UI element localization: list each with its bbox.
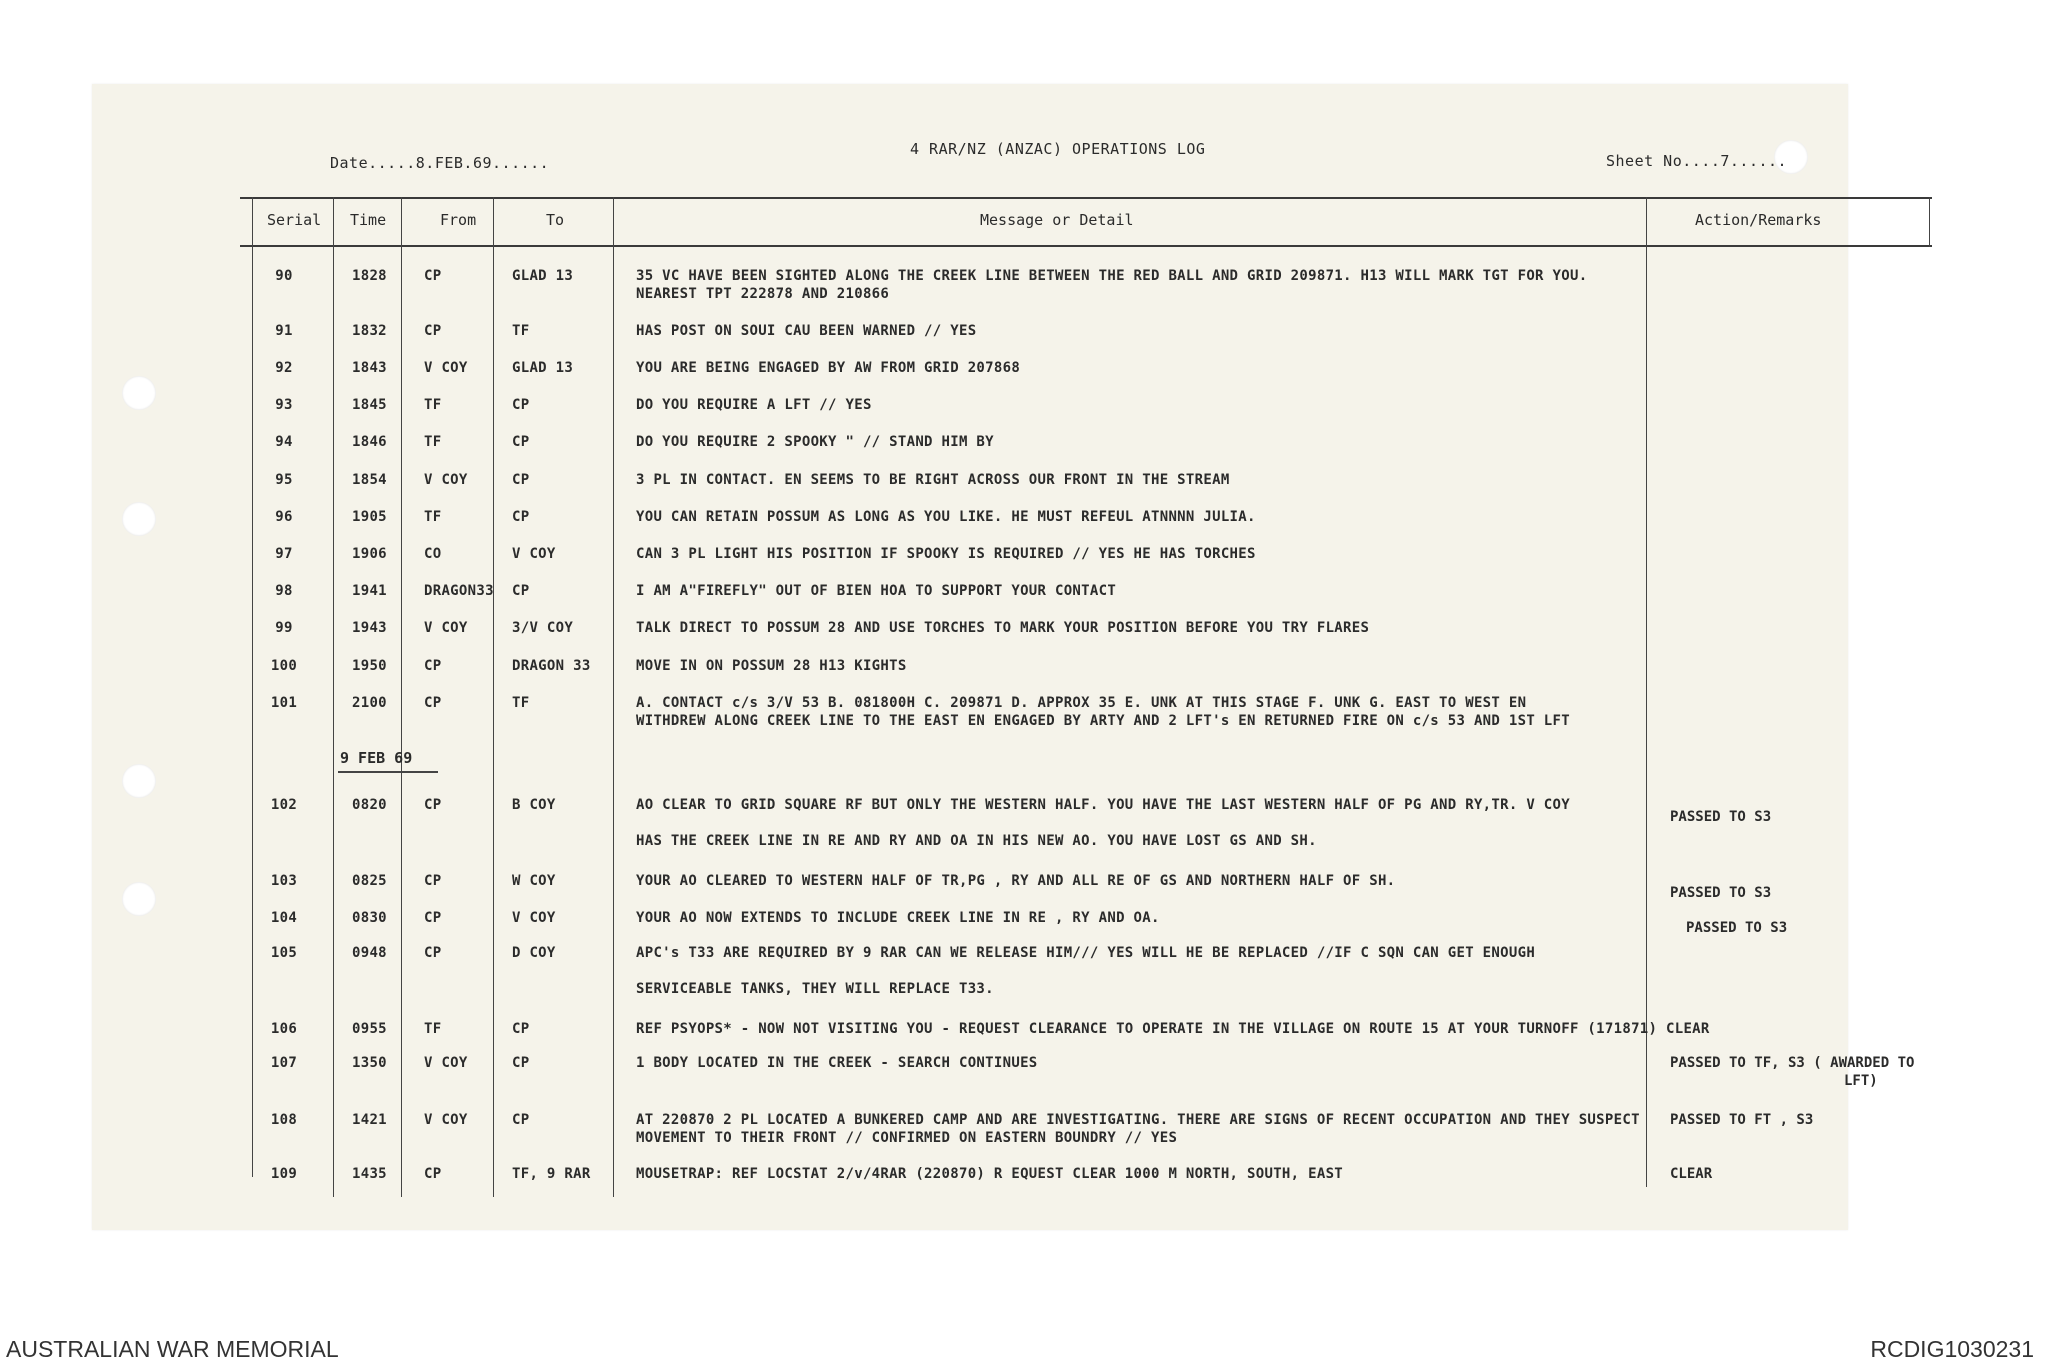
time-cell: 0825 [352, 873, 387, 889]
message-line: YOU ARE BEING ENGAGED BY AW FROM GRID 207868 [636, 360, 1021, 376]
column-divider [333, 197, 334, 1197]
to-cell: GLAD 13 [512, 268, 574, 284]
remark-text: LFT) [1844, 1073, 1878, 1089]
remark-text: PASSED TO S3 [1670, 809, 1772, 825]
time-cell: 1421 [352, 1112, 387, 1128]
message-line: 35 VC HAVE BEEN SIGHTED ALONG THE CREEK LINE BETWEEN THE RED BALL AND GRID 209871. H13 WILL MARK TGT FOR YOU. [636, 268, 1588, 284]
time-cell: 0820 [352, 797, 387, 813]
time-cell: 1832 [352, 323, 387, 339]
col-header-serial: Serial [267, 211, 322, 229]
to-cell: CP [512, 472, 530, 488]
serial-cell: 92 [275, 360, 293, 376]
serial-cell: 104 [270, 910, 298, 926]
log-date: Date.....8.FEB.69...... [330, 154, 550, 172]
message-line: I AM A"FIREFLY" OUT OF BIEN HOA TO SUPPORT YOUR CONTACT [636, 583, 1117, 599]
to-cell: GLAD 13 [512, 360, 574, 376]
to-cell: CP [512, 1055, 530, 1071]
footer-source: AUSTRALIAN WAR MEMORIAL [6, 1336, 339, 1362]
message-line: HAS POST ON SOUI CAU BEEN WARNED // YES [636, 323, 977, 339]
to-cell: CP [512, 1112, 530, 1128]
from-cell: V COY [424, 360, 468, 376]
from-cell: V COY [424, 620, 468, 636]
to-cell: CP [512, 583, 530, 599]
col-header-to: To [546, 211, 565, 229]
serial-cell: 95 [275, 472, 293, 488]
message-line: CAN 3 PL LIGHT HIS POSITION IF SPOOKY IS REQUIRED // YES HE HAS TORCHES [636, 546, 1256, 562]
column-divider [613, 197, 614, 1197]
time-cell: 0955 [352, 1021, 387, 1037]
binder-hole [122, 882, 156, 916]
time-cell: 0830 [352, 910, 387, 926]
col-header-time: Time [350, 211, 387, 229]
serial-cell: 100 [270, 658, 298, 674]
remark-text: PASSED TO TF, S3 ( AWARDED TO [1670, 1055, 1915, 1071]
to-cell: V COY [512, 910, 556, 926]
serial-cell: 107 [270, 1055, 298, 1071]
message-line: TALK DIRECT TO POSSUM 28 AND USE TORCHES TO MARK YOUR POSITION BEFORE YOU TRY FLARES [636, 620, 1370, 636]
from-cell: V COY [424, 472, 468, 488]
from-cell: TF [424, 509, 442, 525]
message-line: DO YOU REQUIRE 2 SPOOKY " // STAND HIM BY [636, 434, 994, 450]
to-cell: CP [512, 397, 530, 413]
serial-cell: 99 [275, 620, 293, 636]
message-line: YOUR AO CLEARED TO WESTERN HALF OF TR,PG , RY AND ALL RE OF GS AND NORTHERN HALF OF SH. [636, 873, 1396, 889]
time-cell: 1906 [352, 546, 387, 562]
col-header-remarks: Action/Remarks [1695, 211, 1822, 229]
column-divider [1646, 197, 1647, 1187]
time-cell: 0948 [352, 945, 387, 961]
remark-text: CLEAR [1670, 1166, 1713, 1182]
column-divider [401, 197, 402, 1197]
from-cell: CP [424, 1166, 442, 1182]
serial-cell: 106 [270, 1021, 298, 1037]
serial-cell: 93 [275, 397, 293, 413]
message-line: AT 220870 2 PL LOCATED A BUNKERED CAMP AND ARE INVESTIGATING. THERE ARE SIGNS OF RECENT OCCUPATION AND THEY SUSPECT [636, 1112, 1640, 1128]
time-cell: 1950 [352, 658, 387, 674]
to-cell: TF [512, 695, 530, 711]
message-line: APC's T33 ARE REQUIRED BY 9 RAR CAN WE RELEASE HIM/// YES WILL HE BE REPLACED //IF C SQN CAN GET ENOUGH [636, 945, 1536, 961]
from-cell: CO [424, 546, 442, 562]
from-cell: V COY [424, 1112, 468, 1128]
time-cell: 1350 [352, 1055, 387, 1071]
time-cell: 1828 [352, 268, 387, 284]
time-cell: 1846 [352, 434, 387, 450]
serial-cell: 97 [275, 546, 293, 562]
to-cell: DRAGON 33 [512, 658, 591, 674]
message-line: MOVEMENT TO THEIR FRONT // CONFIRMED ON EASTERN BOUNDRY // YES [636, 1130, 1178, 1146]
message-line: WITHDREW ALONG CREEK LINE TO THE EAST EN ENGAGED BY ARTY AND 2 LFT's EN RETURNED FIRE ON c/s 53 AND 1ST LFT [636, 713, 1570, 729]
from-cell: CP [424, 323, 442, 339]
binder-hole [122, 502, 156, 536]
serial-cell: 91 [275, 323, 293, 339]
serial-cell: 108 [270, 1112, 298, 1128]
remark-text: PASSED TO S3 [1670, 885, 1772, 901]
from-cell: CP [424, 797, 442, 813]
time-cell: 1843 [352, 360, 387, 376]
time-cell: 1941 [352, 583, 387, 599]
from-cell: CP [424, 268, 442, 284]
message-line: HAS THE CREEK LINE IN RE AND RY AND OA IN HIS NEW AO. YOU HAVE LOST GS AND SH. [636, 833, 1317, 849]
time-cell: 2100 [352, 695, 387, 711]
to-cell: TF [512, 323, 530, 339]
message-line: REF PSYOPS* - NOW NOT VISITING YOU - REQUEST CLEARANCE TO OPERATE IN THE VILLAGE ON ROUTE 15 AT YOUR TURNOFF (171871) CLEAR [636, 1021, 1710, 1037]
to-cell: 3/V COY [512, 620, 574, 636]
message-line: YOU CAN RETAIN POSSUM AS LONG AS YOU LIKE. HE MUST REFEUL ATNNNN JULIA. [636, 509, 1256, 525]
time-cell: 1845 [352, 397, 387, 413]
message-line: A. CONTACT c/s 3/V 53 B. 081800H C. 209871 D. APPROX 35 E. UNK AT THIS STAGE F. UNK G. EAST TO WEST EN [636, 695, 1527, 711]
to-cell: V COY [512, 546, 556, 562]
footer-id: RCDIG1030231 [1870, 1336, 2034, 1362]
to-cell: CP [512, 434, 530, 450]
remark-text: PASSED TO S3 [1686, 920, 1788, 936]
from-cell: CP [424, 910, 442, 926]
from-cell: TF [424, 1021, 442, 1037]
from-cell: CP [424, 945, 442, 961]
time-cell: 1435 [352, 1166, 387, 1182]
from-cell: TF [424, 434, 442, 450]
to-cell: W COY [512, 873, 556, 889]
column-divider [252, 197, 253, 1177]
date-separator: 9 FEB 69 [340, 749, 413, 767]
serial-cell: 109 [270, 1166, 298, 1182]
binder-hole [122, 764, 156, 798]
serial-cell: 101 [270, 695, 298, 711]
serial-cell: 102 [270, 797, 298, 813]
message-line: YOUR AO NOW EXTENDS TO INCLUDE CREEK LINE IN RE , RY AND OA. [636, 910, 1160, 926]
from-cell: CP [424, 695, 442, 711]
message-line: 1 BODY LOCATED IN THE CREEK - SEARCH CONTINUES [636, 1055, 1038, 1071]
message-line: AO CLEAR TO GRID SQUARE RF BUT ONLY THE WESTERN HALF. YOU HAVE THE LAST WESTERN HALF OF PG AND RY,TR. V COY [636, 797, 1570, 813]
serial-cell: 105 [270, 945, 298, 961]
column-divider [493, 197, 494, 1197]
from-cell: V COY [424, 1055, 468, 1071]
serial-cell: 96 [275, 509, 293, 525]
log-title: 4 RAR/NZ (ANZAC) OPERATIONS LOG [910, 140, 1206, 158]
serial-cell: 98 [275, 583, 293, 599]
to-cell: CP [512, 1021, 530, 1037]
to-cell: B COY [512, 797, 556, 813]
from-cell: CP [424, 873, 442, 889]
message-line: SERVICEABLE TANKS, THEY WILL REPLACE T33. [636, 981, 994, 997]
col-header-from: From [440, 211, 477, 229]
time-cell: 1943 [352, 620, 387, 636]
message-line: NEAREST TPT 222878 AND 210866 [636, 286, 890, 302]
to-cell: D COY [512, 945, 556, 961]
to-cell: TF, 9 RAR [512, 1166, 591, 1182]
message-line: DO YOU REQUIRE A LFT // YES [636, 397, 872, 413]
to-cell: CP [512, 509, 530, 525]
col-header-message: Message or Detail [980, 211, 1134, 229]
column-divider [1929, 197, 1930, 247]
remark-text: PASSED TO FT , S3 [1670, 1112, 1814, 1128]
message-line: 3 PL IN CONTACT. EN SEEMS TO BE RIGHT ACROSS OUR FRONT IN THE STREAM [636, 472, 1230, 488]
date-separator-underline [338, 771, 438, 773]
from-cell: DRAGON33 [424, 583, 494, 599]
binder-hole [122, 376, 156, 410]
time-cell: 1854 [352, 472, 387, 488]
message-line: MOVE IN ON POSSUM 28 H13 KIGHTS [636, 658, 907, 674]
serial-cell: 90 [275, 268, 293, 284]
serial-cell: 94 [275, 434, 293, 450]
serial-cell: 103 [270, 873, 298, 889]
time-cell: 1905 [352, 509, 387, 525]
from-cell: TF [424, 397, 442, 413]
from-cell: CP [424, 658, 442, 674]
message-line: MOUSETRAP: REF LOCSTAT 2/v/4RAR (220870) R EQUEST CLEAR 1000 M NORTH, SOUTH, EAST [636, 1166, 1344, 1182]
sheet-number: Sheet No....7...... [1606, 152, 1788, 170]
